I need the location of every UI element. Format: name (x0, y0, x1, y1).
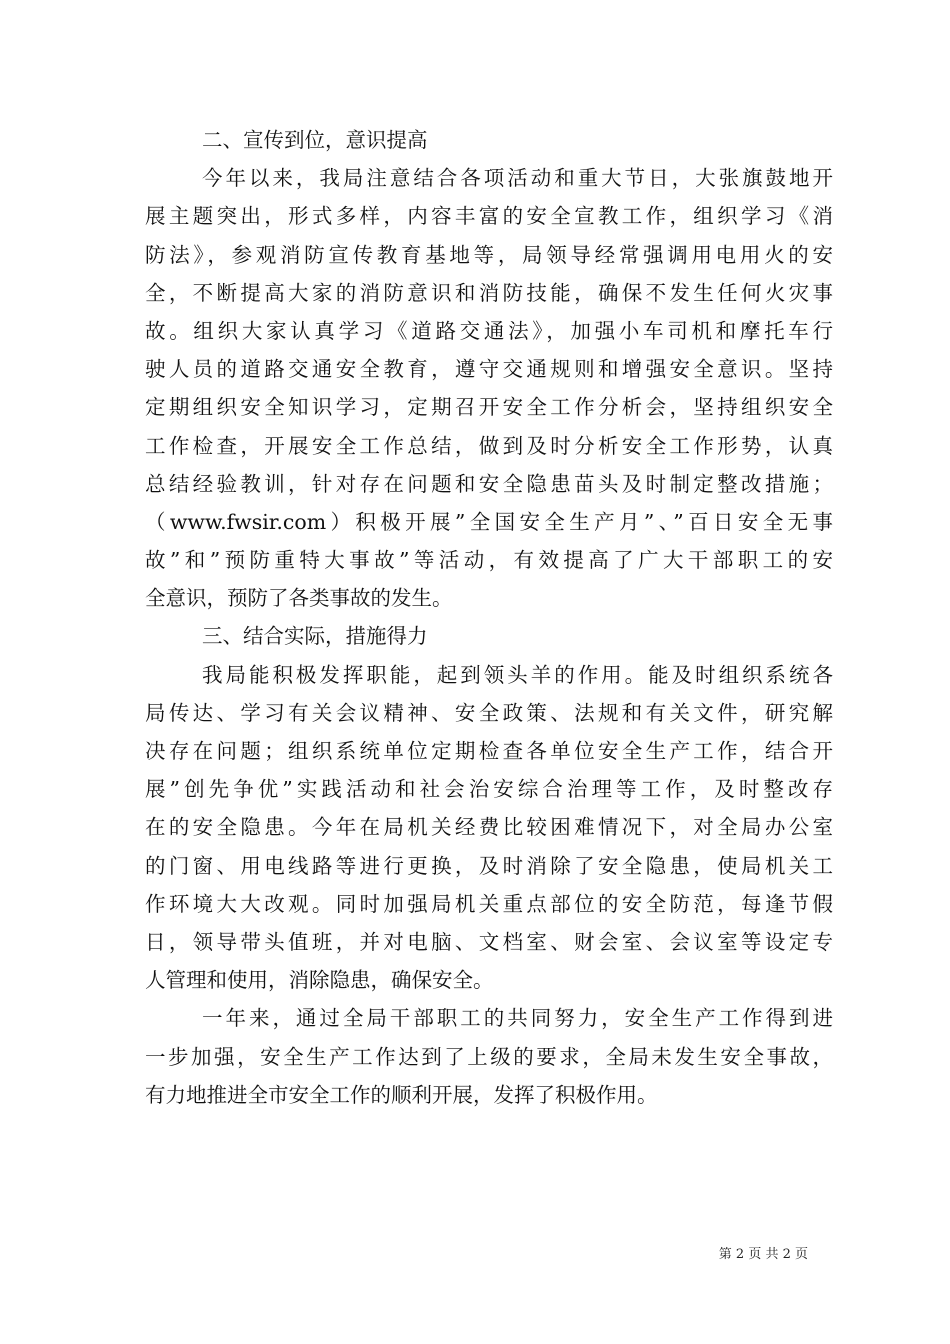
paragraph-line: 工作检查，开展安全工作总结，做到及时分析安全工作形势，认真 (145, 433, 833, 458)
document-body (145, 121, 833, 1114)
section-heading: 三、结合实际，措施得力 (202, 624, 428, 649)
paragraph-line: 今年以来，我局注意结合各项活动和重大节日，大张旗鼓地开 (202, 166, 833, 191)
paragraph-line: 日，领导带头值班，并对电脑、文档室、财会室、会议室等设定专 (145, 929, 833, 954)
paragraph-line: 展主题突出，形式多样，内容丰富的安全宣教工作，组织学习《消 (145, 204, 833, 229)
paragraph-line: 的门窗、用电线路等进行更换，及时消除了安全隐患，使局机关工 (145, 853, 833, 878)
paragraph-line: 我局能积极发挥职能，起到领头羊的作用。能及时组织系统各 (202, 662, 833, 687)
paragraph-line: 定期组织安全知识学习，定期召开安全工作分析会，坚持组织安全 (145, 395, 833, 420)
paragraph-line: 在的安全隐患。今年在局机关经费比较困难情况下，对全局办公室 (145, 815, 833, 840)
paragraph-line: 有力地推进全市安全工作的顺利开展，发挥了积极作用。 (145, 1082, 658, 1107)
paragraph-line: 一年来，通过全局干部职工的共同努力，安全生产工作得到进 (202, 1006, 833, 1031)
page-number: 第 2 页 共 2 页 (718, 1247, 808, 1262)
paragraph-line: 故。组织大家认真学习《道路交通法》，加强小车司机和摩托车行 (145, 318, 833, 343)
section-heading: 二、宣传到位，意识提高 (202, 128, 428, 152)
paragraph-line: 故”和”预防重特大事故”等活动，有效提高了广大干部职工的安 (145, 548, 833, 573)
paragraph-line: 一步加强，安全生产工作达到了上级的要求，全局未发生安全事故， (145, 1044, 833, 1069)
paragraph-line: 全，不断提高大家的消防意识和消防技能，确保不发生任何火灾事 (145, 280, 833, 305)
paragraph-line: 展”创先争优”实践活动和社会治安综合治理等工作，及时整改存 (145, 777, 833, 802)
paragraph-line: 驶人员的道路交通安全教育，遵守交通规则和增强安全意识。坚持 (145, 357, 833, 382)
paragraph-line: 人管理和使用，消除隐患，确保安全。 (145, 968, 494, 993)
paragraph-line: 决存在问题；组织系统单位定期检查各单位安全生产工作，结合开 (145, 739, 833, 763)
paragraph-line: 防法》，参观消防宣传教育基地等，局领导经常强调用电用火的安 (145, 242, 833, 267)
paragraph-line: 作环境大大改观。同时加强局机关重点部位的安全防范，每逢节假 (145, 891, 833, 916)
paragraph-line: 总结经验教训，针对存在问题和安全隐患苗头及时制定整改措施； (145, 471, 833, 496)
paragraph-line: 局传达、学习有关会议精神、安全政策、法规和有关文件，研究解 (145, 700, 833, 725)
paragraph-line: 全意识，预防了各类事故的发生。 (145, 586, 453, 611)
paragraph-line: （www.fwsir.com）积极开展”全国安全生产月”、”百日安全无事 (145, 509, 833, 534)
